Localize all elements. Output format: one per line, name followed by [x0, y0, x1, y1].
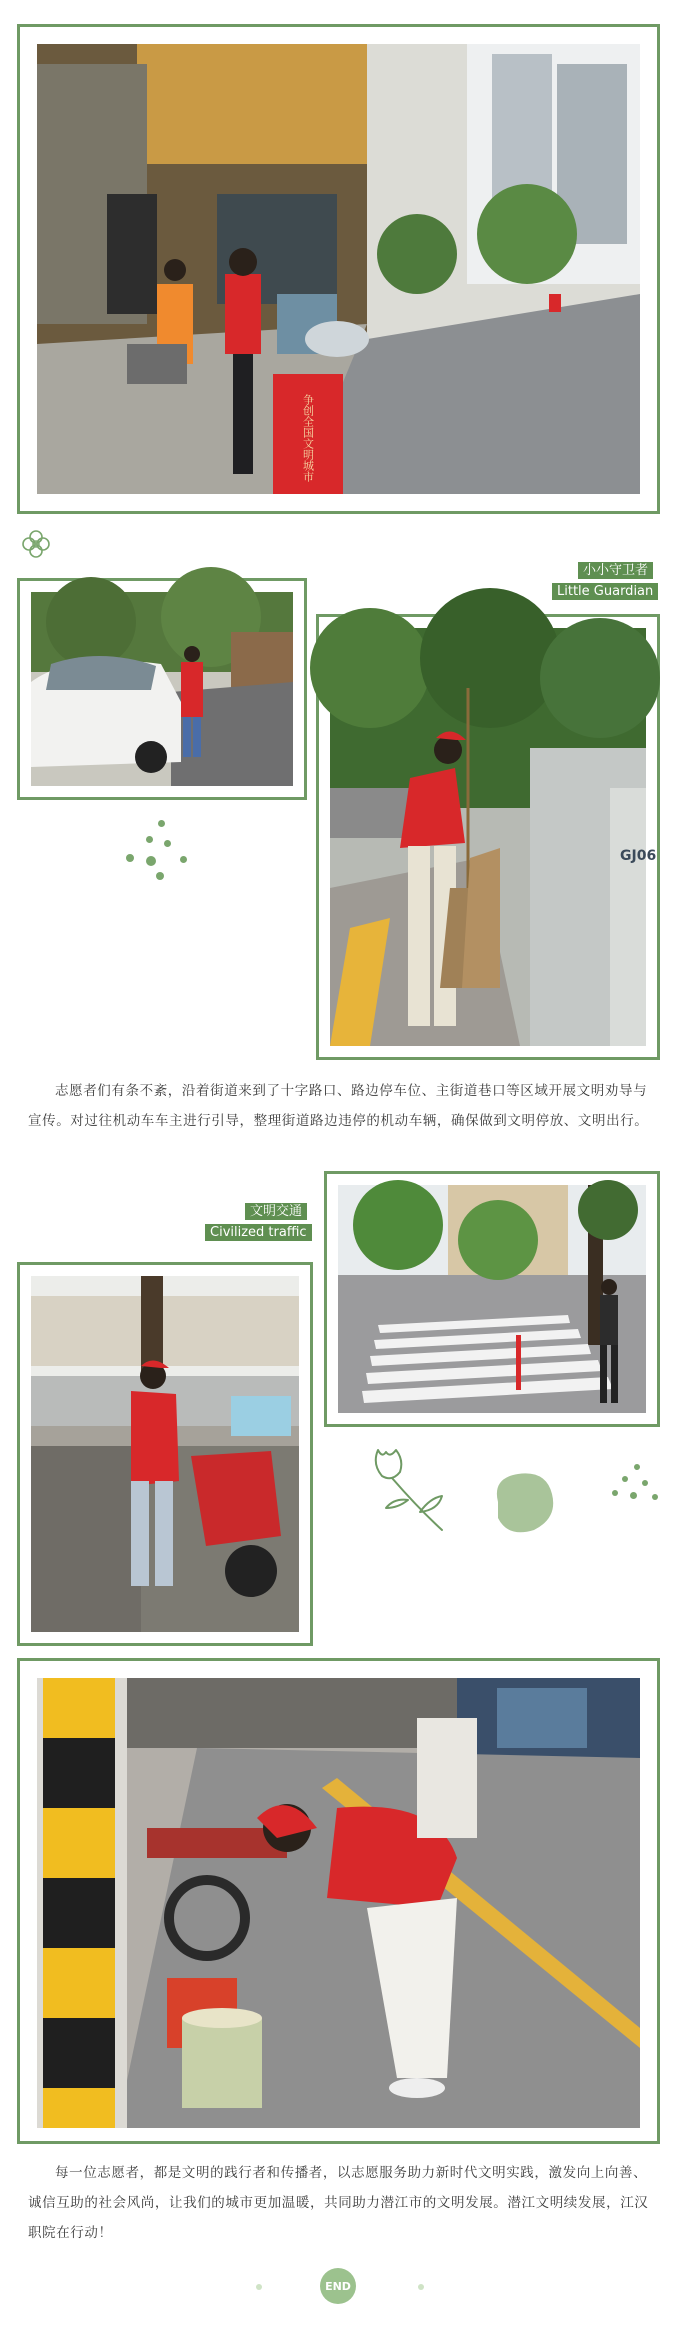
photo-frame-3 — [316, 614, 660, 1060]
paragraph-volunteer-spirit: 每一位志愿者，都是文明的践行者和传播者，以志愿服务助力新时代文明实践，激发向上向善、诚信互助的社会风尚，让我们的城市更加温暖，共同助力潜江市的文明发展。潜江文明续发展，江汉职院在行动！ — [28, 2165, 649, 2241]
little-guardian-tag-cn: 小小守卫者 — [578, 562, 653, 579]
dot-cluster-icon-2 — [608, 1462, 668, 1512]
flower-outline-icon — [20, 528, 52, 560]
sweeping-volunteer-photo — [330, 628, 657, 1046]
civilized-traffic-tag-cn: 文明交通 — [245, 1203, 307, 1220]
photo-frame-4 — [324, 1171, 660, 1427]
end-dot-left — [256, 2284, 262, 2290]
end-badge: END — [320, 2268, 356, 2304]
photo-frame-5 — [17, 1262, 313, 1646]
crosswalk-photo — [338, 1185, 646, 1413]
photo-frame-6 — [17, 1658, 660, 2144]
photo-frame-1 — [17, 24, 660, 514]
tulip-outline-icon — [368, 1442, 456, 1536]
parking-volunteer-photo — [31, 1276, 299, 1632]
red-box-sign: 争创全国文明城市 — [301, 394, 315, 482]
street-volunteers-photo — [37, 44, 640, 494]
cleaning-volunteer-photo — [37, 1678, 640, 2128]
end-dot-right — [418, 2284, 424, 2290]
paragraph-volunteers-guidance: 志愿者们有条不紊，沿着街道来到了十字路口、路边停车位、主街道巷口等区域开展文明劝导与宣传。对过往机动车车主进行引导，整理街道路边违停的机动车辆，确保做到文明停放、文明出行。 — [28, 1083, 649, 1129]
cabinet-label: GJ06 — [620, 848, 657, 864]
photo-frame-2 — [17, 578, 307, 800]
dot-cluster-icon — [118, 818, 198, 888]
green-blob-icon — [486, 1468, 558, 1536]
civilized-traffic-tag-en: Civilized traffic — [205, 1224, 312, 1241]
little-guardian-tag-en: Little Guardian — [552, 583, 658, 600]
car-guidance-photo — [31, 592, 293, 786]
